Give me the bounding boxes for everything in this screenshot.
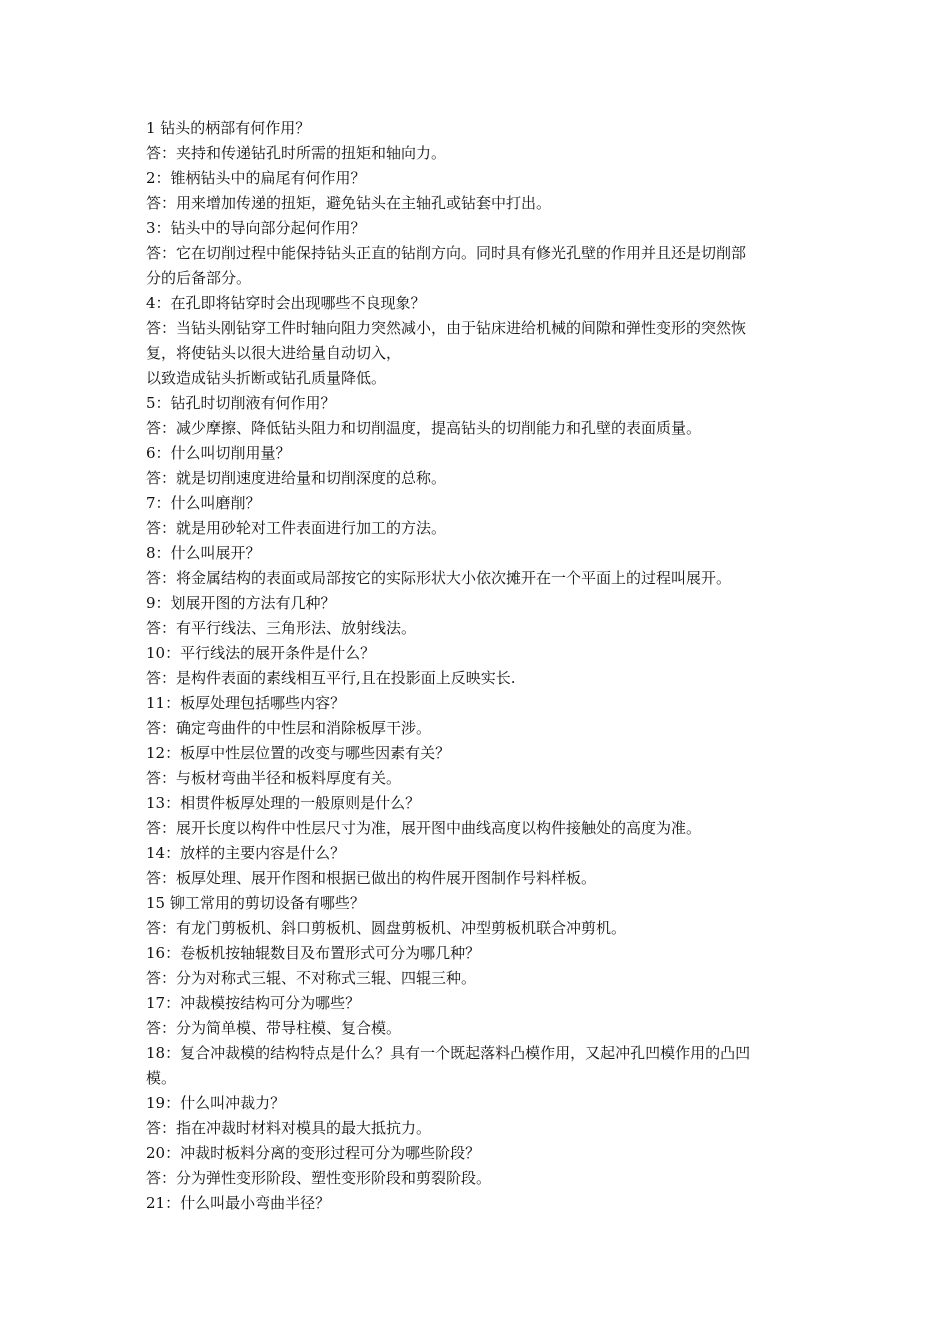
- text-line: 19：什么叫冲裁力？: [146, 1094, 286, 1112]
- text-line: 15 铆工常用的剪切设备有哪些？: [146, 894, 365, 912]
- text-line: 2：锥柄钻头中的扁尾有何作用？: [146, 169, 366, 187]
- text-line: 答：有平行线法、三角形法、放射线法。: [146, 619, 417, 637]
- text-line: 答：分为对称式三辊、不对称式三辊、四辊三种。: [146, 969, 477, 987]
- text-line: 答：确定弯曲件的中性层和消除板厚干涉。: [146, 719, 432, 737]
- text-line: 3：钻头中的导向部分起何作用？: [146, 219, 366, 237]
- text-line: 1 钻头的柄部有何作用？: [146, 119, 311, 137]
- text-line: 答：展开长度以构件中性层尺寸为准，展开图中曲线高度以构件接触处的高度为准。: [146, 819, 702, 837]
- text-line: 答：有龙门剪板机、斜口剪板机、圆盘剪板机、冲型剪板机联合冲剪机。: [146, 919, 627, 937]
- text-line: 9：划展开图的方法有几种？: [146, 594, 336, 612]
- text-line: 模。: [146, 1069, 177, 1087]
- text-line: 答：是构件表面的素线相互平行,且在投影面上反映实长.: [146, 669, 516, 687]
- text-line: 答：当钻头刚钻穿工件时轴向阻力突然减小，由于钻床进给机械的间隙和弹性变形的突然恢: [146, 319, 747, 337]
- text-line: 以致造成钻头折断或钻孔质量降低。: [146, 369, 387, 387]
- text-line: 答：夹持和传递钻孔时所需的扭矩和轴向力。: [146, 144, 447, 162]
- text-line: 答：它在切削过程中能保持钻头正直的钻削方向。同时具有修光孔壁的作用并且还是切削部: [146, 244, 747, 262]
- text-line: 11：板厚处理包括哪些内容？: [146, 694, 346, 712]
- text-line: 答：就是切削速度进给量和切削深度的总称。: [146, 469, 447, 487]
- text-line: 5：钻孔时切削液有何作用？: [146, 394, 336, 412]
- text-line: 答：指在冲裁时材料对模具的最大抵抗力。: [146, 1119, 432, 1137]
- text-line: 复，将使钻头以很大进给量自动切入，: [146, 344, 402, 362]
- text-line: 20：冲裁时板料分离的变形过程可分为哪些阶段？: [146, 1144, 481, 1162]
- text-line: 分的后备部分。: [146, 269, 252, 287]
- text-line: 答：分为弹性变形阶段、塑性变形阶段和剪裂阶段。: [146, 1169, 492, 1187]
- text-line: 答：将金属结构的表面或局部按它的实际形状大小依次摊开在一个平面上的过程叫展开。: [146, 569, 732, 587]
- text-line: 8：什么叫展开？: [146, 544, 261, 562]
- text-line: 14：放样的主要内容是什么？: [146, 844, 346, 862]
- text-line: 4：在孔即将钻穿时会出现哪些不良现象？: [146, 294, 426, 312]
- text-line: 10：平行线法的展开条件是什么？: [146, 644, 376, 662]
- text-line: 13：相贯件板厚处理的一般原则是什么？: [146, 794, 421, 812]
- text-line: 16：卷板机按轴辊数目及布置形式可分为哪几种？: [146, 944, 481, 962]
- text-line: 答：与板材弯曲半径和板料厚度有关。: [146, 769, 402, 787]
- text-line: 7：什么叫磨削？: [146, 494, 261, 512]
- text-line: 答：板厚处理、展开作图和根据已做出的构件展开图制作号料样板。: [146, 869, 597, 887]
- text-line: 答：减少摩擦、降低钻头阻力和切削温度，提高钻头的切削能力和孔壁的表面质量。: [146, 419, 702, 437]
- text-line: 答：就是用砂轮对工件表面进行加工的方法。: [146, 519, 447, 537]
- text-line: 21：什么叫最小弯曲半径？: [146, 1194, 331, 1212]
- text-line: 6：什么叫切削用量？: [146, 444, 291, 462]
- text-line: 答：分为简单模、带导柱模、复合模。: [146, 1019, 402, 1037]
- text-line: 12：板厚中性层位置的改变与哪些因素有关？: [146, 744, 451, 762]
- document-body: [146, 116, 816, 1216]
- text-line: 答：用来增加传递的扭矩，避免钻头在主轴孔或钻套中打出。: [146, 194, 552, 212]
- text-line: 18：复合冲裁模的结构特点是什么？具有一个既起落料凸模作用，又起冲孔凹模作用的凸凹: [146, 1044, 751, 1062]
- text-line: 17：冲裁模按结构可分为哪些？: [146, 994, 361, 1012]
